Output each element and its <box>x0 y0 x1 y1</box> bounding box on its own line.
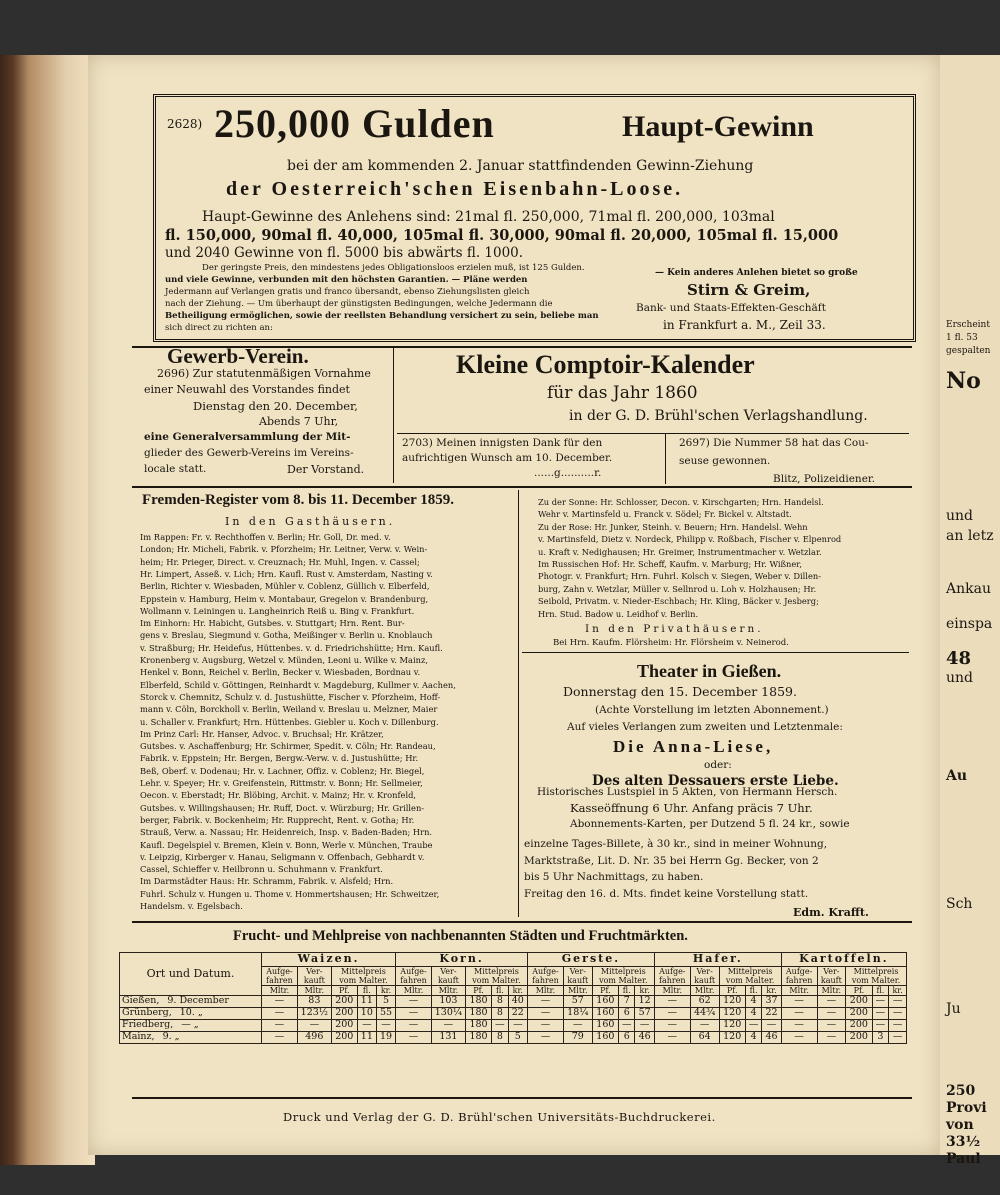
gewerb-line: Dienstag den 20. December, <box>193 399 358 413</box>
value-cell: 180 <box>465 1008 491 1020</box>
grain-header: Kartoffeln. <box>781 953 906 967</box>
ad-line: Haupt-Gewinne des Anlehens sind: 21mal fl. 250,000, 71mal fl. 200,000, 103mal <box>202 209 775 225</box>
rp-text: Ankau <box>946 581 991 597</box>
value-cell: 40 <box>508 996 527 1008</box>
dank-line: aufrichtigen Wunsch am 10. December. <box>402 452 613 464</box>
table-row <box>120 996 907 1008</box>
rp-text: 250 <box>946 1083 976 1099</box>
value-cell: 18¼ <box>563 1008 592 1020</box>
gewerb-title: Gewerb-Verein. <box>167 344 309 368</box>
fremden-line: Henkel v. Bonn, Reichel v. Berlin, Becker v. Wiesbaden, Bordnau v. <box>140 667 421 678</box>
rp-text: 48 <box>946 648 972 669</box>
sonne-line: v. Martinsfeld, Dietz v. Nordeck, Philipp v. Roßbach, Fischer v. Elpenrod <box>538 534 842 545</box>
value-cell: — <box>396 1020 432 1032</box>
value-cell: 4 <box>745 1008 761 1020</box>
fremden-line: Berlin, Richter v. Wiesbaden, Mühler v. Coblenz, Güllich v. Elberfeld, <box>140 581 430 592</box>
fremden-line: Strauß, Verw. a. Nassau; Hr. Heidenreich, Insp. v. Baden-Baden; Hrn. <box>140 827 433 838</box>
col-verkauft-header: Ver-kauft <box>431 966 465 985</box>
col-aufgefahren-header: Aufge-fahren <box>528 966 564 985</box>
value-cell: 8 <box>492 1031 508 1043</box>
value-cell: — <box>889 1008 907 1020</box>
grain-header: Hafer. <box>654 953 781 967</box>
col-mittelpreis-header: Mittelpreis vom Malter. <box>465 966 527 985</box>
gewerb-line: Abends 7 Uhr, <box>259 415 339 428</box>
fremden-line: v. Straßburg; Hr. Heidefus, Hüttenbes. v. d. Friedrichshütte; Hrn. Kaufl. <box>140 642 443 653</box>
table-row <box>120 1020 907 1032</box>
theater-line: Donnerstag den 15. December 1859. <box>563 684 797 699</box>
col-mittelpreis-header: Mittelpreis vom Malter. <box>719 966 781 985</box>
theater-title: Theater in Gießen. <box>637 661 782 681</box>
fremden-line: berger, Fabrik. v. Bockenheim; Hr. Rupprecht, Rent. v. Gotha; Hr. <box>140 814 415 825</box>
place-cell <box>120 1031 262 1043</box>
rp-text: an letz <box>946 528 994 544</box>
value-cell: 496 <box>297 1031 331 1043</box>
unit-header: Mltr. <box>297 986 331 996</box>
ad-line: der Oesterreich'schen Eisenbahn-Loose. <box>226 178 684 200</box>
value-cell: 200 <box>846 1008 873 1020</box>
gewerb-line: glieder des Gewerb-Vereins im Vereins- <box>144 447 354 459</box>
kr-header: kr. <box>889 986 907 996</box>
divider <box>665 434 666 484</box>
ad-line: und 2040 Gewinne von fl. 5000 bis abwärts fl. 1000. <box>165 245 524 261</box>
kalender-sub: für das Jahr 1860 <box>547 383 698 403</box>
value-cell: 11 <box>357 1031 376 1043</box>
value-cell: 7 <box>619 996 635 1008</box>
sonne-line: Photogr. v. Frankfurt; Hrn. Fuhrl. Kolsch v. Siegen, Weber v. Dillen- <box>538 571 822 582</box>
rp-text: gespalten <box>946 346 991 356</box>
fremden-line: Storck v. Chemnitz, Schulz v. d. Justushütte, Fischer v. Pforzheim, Hoff- <box>140 691 441 702</box>
fremden-line: Im Einhorn: Hr. Habicht, Gutsbes. v. Stuttgart; Hrn. Rent. Bur- <box>140 618 405 629</box>
gewerb-line: 2696) Zur statutenmäßigen Vornahme <box>157 367 371 380</box>
place-cell <box>120 1008 262 1020</box>
value-cell: 64 <box>690 1031 719 1043</box>
fremden-line: Lehr. v. Speyer; Hr. v. Greifenstein, Rittmstr. v. Bonn; Hr. Sellmeier, <box>140 778 423 788</box>
value-cell: — <box>872 1008 889 1020</box>
value-cell: 200 <box>331 1031 357 1043</box>
place-name: Grünberg, <box>122 1007 172 1019</box>
book-spine <box>0 55 95 1165</box>
value-cell: — <box>376 1020 395 1032</box>
fl-header: fl. <box>357 986 376 996</box>
unit-header: Mltr. <box>262 986 298 996</box>
fremden-line: Im Prinz Carl: Hr. Hanser, Advoc. v. Bruchsal; Hr. Krätzer, <box>140 728 384 739</box>
value-cell: — <box>872 1020 889 1032</box>
theater-line: Auf vieles Verlangen zum zweiten und Letztenmale: <box>567 721 843 733</box>
rp-text: Provi <box>946 1100 987 1116</box>
gewerb-line: einer Neuwahl des Vorstandes findet <box>144 383 350 396</box>
ort-header: Ort und Datum. <box>120 953 262 996</box>
theater-oder: oder: <box>704 759 732 771</box>
fl-header: fl. <box>745 986 761 996</box>
value-cell: — <box>817 1008 846 1020</box>
value-cell: 44¾ <box>690 1008 719 1020</box>
value-cell: — <box>872 996 889 1008</box>
place-date: 10. „ <box>179 1007 203 1019</box>
value-cell: — <box>654 996 690 1008</box>
theater-line: einzelne Tages-Billete, à 30 kr., sind in meiner Wohnung, <box>524 838 828 850</box>
value-cell: 123½ <box>297 1008 331 1020</box>
col-aufgefahren-header: Aufge-fahren <box>654 966 690 985</box>
place-cell <box>120 996 262 1008</box>
value-cell: 83 <box>297 996 331 1008</box>
value-cell: — <box>745 1020 761 1032</box>
value-cell: 37 <box>762 996 781 1008</box>
unit-header: Mltr. <box>563 986 592 996</box>
dank-line: 2703) Meinen innigsten Dank für den <box>402 437 603 449</box>
sonne-line: Seibold, Privatm. v. Nieder-Eschbach; Hr. Kling, Bäcker v. Jesberg; <box>538 596 819 607</box>
value-cell: 55 <box>376 1008 395 1020</box>
unit-header: Mltr. <box>396 986 432 996</box>
value-cell: — <box>396 1031 432 1043</box>
value-cell: 200 <box>846 1031 873 1043</box>
unit-header: Mltr. <box>654 986 690 996</box>
value-cell: — <box>492 1020 508 1032</box>
rp-text: No <box>946 368 981 394</box>
rp-text: Sch <box>946 896 973 912</box>
value-cell: 180 <box>465 1020 491 1032</box>
ad-line: Der geringste Preis, den mindestens jedes Obligationsloos erzielen muß, ist 125 Gulden. <box>202 263 585 273</box>
gewerb-line: eine Generalversammlung der Mit- <box>144 431 351 443</box>
divider <box>393 348 394 483</box>
ad-line: Betheiligung ermöglichen, sowie der reellsten Behandlung versichert zu sein, beliebe man <box>165 311 599 321</box>
value-cell: — <box>262 1020 298 1032</box>
theater-signature: Edm. Krafft. <box>793 906 869 919</box>
value-cell: 62 <box>690 996 719 1008</box>
ad-line: fl. 150,000, 90mal fl. 40,000, 105mal fl. 30,000, 90mal fl. 20,000, 105mal fl. 15,000 <box>165 227 839 244</box>
value-cell: 120 <box>719 1008 745 1020</box>
theater-line: Abonnements-Karten, per Dutzend 5 fl. 24 kr., sowie <box>570 818 850 830</box>
value-cell: — <box>528 1031 564 1043</box>
fremden-line: Eppstein v. Hamburg, Heim v. Montabaur, Gregelon v. Brandenburg, <box>140 593 429 604</box>
ad-line: und viele Gewinne, verbunden mit den höchsten Garantien. — Pläne werden <box>165 275 528 285</box>
ad-firm: Stirn & Greim, <box>687 281 811 299</box>
value-cell: — <box>357 1020 376 1032</box>
fremden-line: heim; Hr. Prieger, Direct. v. Creuznach; Hr. Muhl, Ingen. v. Cassel; <box>140 556 420 567</box>
divider <box>397 433 909 434</box>
theater-line: (Achte Vorstellung im letzten Abonnement.) <box>595 704 829 716</box>
rp-text: Ju <box>946 1001 961 1017</box>
fremden-line: gens v. Breslau, Siegmund v. Gotha, Meißinger v. Berlin u. Knoblauch <box>140 630 433 641</box>
fremden-line: Oecon. v. Eberstadt; Hr. Blöbing, Archit. v. Mainz; Hr. v. Kronfeld, <box>140 790 417 801</box>
value-cell: 6 <box>619 1031 635 1043</box>
value-cell: 160 <box>592 1020 618 1032</box>
divider <box>522 652 909 653</box>
value-cell: — <box>889 996 907 1008</box>
value-cell: 46 <box>762 1031 781 1043</box>
rp-text: 33½ <box>946 1134 981 1150</box>
theater-line: Historisches Lustspiel in 5 Akten, von Hermann Hersch. <box>537 786 838 798</box>
value-cell: 120 <box>719 1020 745 1032</box>
fremden-line: London; Hr. Micheli, Fabrik. v. Pforzheim; Hr. Leitner, Verw. v. Wein- <box>140 544 428 555</box>
grain-header: Gerste. <box>528 953 655 967</box>
place-name: Gießen, <box>122 995 160 1007</box>
value-cell: — <box>781 1031 817 1043</box>
value-cell: 200 <box>846 1020 873 1032</box>
col-mittelpreis-header: Mittelpreis vom Malter. <box>846 966 907 985</box>
theater-subtitle: Des alten Dessauers erste Liebe. <box>592 773 839 789</box>
value-cell: — <box>528 996 564 1008</box>
value-cell: — <box>654 1031 690 1043</box>
pf-header: Pf. <box>846 986 873 996</box>
value-cell: 180 <box>465 1031 491 1043</box>
privat-line: Bei Hrn. Kaufm. Flörsheim: Hr. Flörsheim v. Neinerod. <box>553 638 789 648</box>
pf-header: Pf. <box>592 986 618 996</box>
fremden-line: Hr. Limpert, Asseß. v. Lich; Hrn. Kaufl. Rust v. Amsterdam, Nasting v. <box>140 568 433 579</box>
fremden-line: Beß, Oberf. v. Dodenau; Hr. v. Lachner, Offiz. v. Coblenz; Hr. Biegel, <box>140 765 425 776</box>
fremden-line: Fabrik. v. Eppstein; Hr. Bergen, Bergw.-Verw. v. d. Justushütte; Hr. <box>140 753 419 764</box>
value-cell: — <box>762 1020 781 1032</box>
kr-header: kr. <box>508 986 527 996</box>
value-cell: — <box>431 1020 465 1032</box>
rp-text: Paul <box>946 1151 981 1167</box>
ad-line: nach der Ziehung. — Um überhaupt der günstigsten Bedingungen, welche Jedermann die <box>165 299 553 309</box>
fremden-line: Gutsbes. v. Aschaffenburg; Hr. Schirmer, Spedit. v. Cöln; Hr. Randeau, <box>140 741 436 752</box>
kr-header: kr. <box>635 986 654 996</box>
sonne-line: Wehr v. Martinsfeld u. Franck v. Södel; Fr. Bickel v. Altstadt. <box>538 509 792 520</box>
fremden-line: Elberfeld, Schild v. Göttingen, Reinhardt v. Magdeburg, Kullmer v. Aachen, <box>140 679 456 690</box>
value-cell: 200 <box>331 1020 357 1032</box>
value-cell: 120 <box>719 996 745 1008</box>
value-cell: — <box>817 1031 846 1043</box>
fremden-line: Kronenberg v. Augsburg, Wetzel v. Münden, Leoni u. Wilke v. Mainz, <box>140 655 429 665</box>
grain-header: Waizen. <box>262 953 396 967</box>
value-cell: — <box>528 1020 564 1032</box>
fremden-line: Fuhrl. Schulz v. Hungen u. Thome v. Hommertshausen; Hr. Schweitzer, <box>140 888 440 899</box>
theater-line: bis 5 Uhr Nachmittags, zu haben. <box>524 871 704 883</box>
value-cell: 160 <box>592 1031 618 1043</box>
sonne-line: Zu der Rose: Hr. Junker, Steinh. v. Beuern; Hrn. Handelsl. Wehn <box>538 521 808 532</box>
value-cell: — <box>781 1008 817 1020</box>
kr-header: kr. <box>762 986 781 996</box>
place-date: 9. „ <box>162 1030 180 1042</box>
fremden-line: Wollmann v. Leiningen u. Langheinrich Reiß u. Bing v. Frankfurt. <box>140 605 415 616</box>
privat-title: In den Privathäusern. <box>585 623 764 635</box>
value-cell: — <box>262 996 298 1008</box>
unit-header: Mltr. <box>528 986 564 996</box>
value-cell: 10 <box>357 1008 376 1020</box>
value-cell: 180 <box>465 996 491 1008</box>
col-verkauft-header: Ver-kauft <box>690 966 719 985</box>
ad-number: 2628) <box>167 117 203 131</box>
value-cell: — <box>817 996 846 1008</box>
table-row <box>120 1031 907 1043</box>
ad-line: sich direct zu richten an: <box>165 323 273 333</box>
rp-text: Erscheint <box>946 320 990 330</box>
value-cell: 200 <box>331 996 357 1008</box>
dank-signature: ......g..........r. <box>534 467 602 479</box>
divider <box>132 1097 912 1099</box>
place-date: 9. December <box>167 995 229 1007</box>
rp-text: einspa <box>946 616 993 632</box>
theater-line: Kasseöffnung 6 Uhr. Anfang präcis 7 Uhr. <box>570 801 813 815</box>
value-cell: — <box>297 1020 331 1032</box>
fl-header: fl. <box>492 986 508 996</box>
value-cell: — <box>563 1020 592 1032</box>
sonne-line: Hrn. Stud. Badow u. Leidhof v. Berlin. <box>538 608 699 619</box>
ad-line: bei der am kommenden 2. Januar stattfindenden Gewinn-Ziehung <box>287 158 754 174</box>
place-cell <box>120 1020 262 1032</box>
footer-imprint: Druck und Verlag der G. D. Brühl'schen Universitäts-Buchdruckerei. <box>283 1110 716 1124</box>
value-cell: 103 <box>431 996 465 1008</box>
value-cell: — <box>508 1020 527 1032</box>
value-cell: 46 <box>635 1031 654 1043</box>
fl-header: fl. <box>619 986 635 996</box>
col-verkauft-header: Ver-kauft <box>563 966 592 985</box>
value-cell: 22 <box>762 1008 781 1020</box>
ad-line: — Kein anderes Anlehen bietet so große <box>655 268 858 278</box>
value-cell: — <box>654 1020 690 1032</box>
ad-haupt-gewinn: Haupt-Gewinn <box>622 110 814 143</box>
value-cell: 120 <box>719 1031 745 1043</box>
sonne-line: Im Russischen Hof: Hr. Scheff, Kaufm. v. Marburg; Hr. Wißner, <box>538 559 802 569</box>
value-cell: 11 <box>357 996 376 1008</box>
pf-header: Pf. <box>465 986 491 996</box>
rp-text: 1 fl. 53 <box>946 333 978 343</box>
col-mittelpreis-header: Mittelpreis vom Malter. <box>592 966 654 985</box>
rp-text: von <box>946 1117 974 1133</box>
unit-header: Mltr. <box>431 986 465 996</box>
nummer-line: seuse gewonnen. <box>679 455 771 467</box>
theater-line: Marktstraße, Lit. D. Nr. 35 bei Herrn Gg. Becker, von 2 <box>524 855 819 867</box>
nummer-signature: Blitz, Polizeidiener. <box>773 473 876 485</box>
ad-headline: 250,000 Gulden <box>214 101 495 146</box>
value-cell: — <box>396 996 432 1008</box>
fremden-line: Kaufl. Degelspiel v. Bremen, Klein v. Bonn, Werle v. München, Traube <box>140 839 433 850</box>
fl-header: fl. <box>872 986 889 996</box>
value-cell: — <box>619 1020 635 1032</box>
grain-header: Korn. <box>396 953 528 967</box>
value-cell: — <box>781 1020 817 1032</box>
ad-line: Jedermann auf Verlangen gratis und franco übersandt, ebenso Ziehungslisten gleich <box>165 287 530 297</box>
rp-text: und <box>946 508 973 524</box>
col-aufgefahren-header: Aufge-fahren <box>781 966 817 985</box>
value-cell: — <box>817 1020 846 1032</box>
nummer-line: 2697) Die Nummer 58 hat das Cou- <box>679 437 869 449</box>
right-page-fragment <box>940 55 1000 1167</box>
kalender-title: Kleine Comptoir-Kalender <box>456 350 755 379</box>
col-aufgefahren-header: Aufge-fahren <box>262 966 298 985</box>
unit-header: Mltr. <box>817 986 846 996</box>
value-cell: — <box>262 1008 298 1020</box>
value-cell: — <box>690 1020 719 1032</box>
value-cell: 200 <box>331 1008 357 1020</box>
col-mittelpreis-header: Mittelpreis vom Malter. <box>331 966 395 985</box>
col-verkauft-header: Ver-kauft <box>817 966 846 985</box>
value-cell: 8 <box>492 996 508 1008</box>
place-name: Mainz, <box>122 1030 155 1042</box>
sonne-line: burg, Zahn v. Wetzlar, Müller v. Sellnrod u. Loh v. Holzhausen; Hr. <box>538 583 817 594</box>
place-date: — „ <box>181 1019 199 1031</box>
value-cell: 160 <box>592 1008 618 1020</box>
rp-text: Au <box>946 768 968 784</box>
place-name: Friedberg, <box>122 1019 174 1031</box>
value-cell: 8 <box>492 1008 508 1020</box>
value-cell: 19 <box>376 1031 395 1043</box>
ad-line: Bank- und Staats-Effekten-Geschäft <box>636 302 826 314</box>
pf-header: Pf. <box>331 986 357 996</box>
theater-line: Freitag den 16. d. Mts. findet keine Vorstellung statt. <box>524 888 809 900</box>
fremden-line: Im Darmstädter Haus: Hr. Schramm, Fabrik. v. Alsfeld; Hrn. <box>140 876 394 887</box>
value-cell: 5 <box>376 996 395 1008</box>
value-cell: 22 <box>508 1008 527 1020</box>
fremden-line: Handelsm. v. Egelsbach. <box>140 901 243 911</box>
value-cell: 6 <box>619 1008 635 1020</box>
divider <box>132 486 912 488</box>
fremden-line: Im Rappen: Fr. v. Rechthoffen v. Berlin; Hr. Goll, Dr. med. v. <box>140 532 391 542</box>
value-cell: — <box>654 1008 690 1020</box>
fremden-title: Fremden-Register vom 8. bis 11. December 1859. <box>142 492 455 508</box>
gewerb-signature: Der Vorstand. <box>287 463 365 476</box>
value-cell: — <box>889 1031 907 1043</box>
value-cell: — <box>396 1008 432 1020</box>
value-cell: 4 <box>745 996 761 1008</box>
kr-header: kr. <box>376 986 395 996</box>
table-row <box>120 1008 907 1020</box>
sonne-line: Zu der Sonne: Hr. Schlosser, Decon. v. Kirschgarten; Hrn. Handelsl. <box>538 497 824 507</box>
col-aufgefahren-header: Aufge-fahren <box>396 966 432 985</box>
divider <box>132 921 912 923</box>
theater-play: Die Anna-Liese, <box>613 737 774 756</box>
fremden-line: u. Schaller v. Frankfurt; Hrn. Hüttenbes. Giebler u. Koch v. Dillenburg. <box>140 716 439 727</box>
prices-title: Frucht- und Mehlpreise von nachbenannten Städten und Fruchtmärkten. <box>233 928 688 944</box>
value-cell: 200 <box>846 996 873 1008</box>
unit-header: Mltr. <box>781 986 817 996</box>
value-cell: 57 <box>563 996 592 1008</box>
sonne-line: u. Kraft v. Nedighausen; Hr. Greimer, Instrumentmacher v. Wetzlar. <box>538 546 822 557</box>
price-table <box>119 952 907 1044</box>
value-cell: 160 <box>592 996 618 1008</box>
value-cell: 131 <box>431 1031 465 1043</box>
fremden-sub: In den Gasthäusern. <box>225 515 396 528</box>
value-cell: — <box>262 1031 298 1043</box>
fremden-line: Gutsbes. v. Willingshausen; Hr. Ruff, Doct. v. Würzburg; Hr. Grillen- <box>140 802 425 813</box>
divider <box>518 490 519 917</box>
value-cell: 12 <box>635 996 654 1008</box>
gewerb-line: locale statt. <box>144 463 207 475</box>
value-cell: — <box>635 1020 654 1032</box>
kalender-publisher: in der G. D. Brühl'schen Verlagshandlung. <box>569 408 868 424</box>
fremden-line: v. Leipzig, Kirberger v. Hanau, Seligmann v. Offenbach, Gebhardt v. <box>140 851 425 862</box>
col-verkauft-header: Ver-kauft <box>297 966 331 985</box>
pf-header: Pf. <box>719 986 745 996</box>
rp-text: und <box>946 670 973 686</box>
unit-header: Mltr. <box>690 986 719 996</box>
value-cell: — <box>528 1008 564 1020</box>
value-cell: — <box>781 996 817 1008</box>
value-cell: 4 <box>745 1031 761 1043</box>
value-cell: 79 <box>563 1031 592 1043</box>
value-cell: 130¼ <box>431 1008 465 1020</box>
value-cell: 57 <box>635 1008 654 1020</box>
ad-line: in Frankfurt a. M., Zeil 33. <box>663 318 826 332</box>
value-cell: 3 <box>872 1031 889 1043</box>
value-cell: — <box>889 1020 907 1032</box>
fremden-line: mann v. Cöln, Borckholl v. Berlin, Weiland v. Breslau u. Melzner, Maier <box>140 704 438 715</box>
fremden-line: Cassel, Schieffer v. Heilbronn u. Schuhmann v. Frankfurt. <box>140 864 383 875</box>
value-cell: 5 <box>508 1031 527 1043</box>
